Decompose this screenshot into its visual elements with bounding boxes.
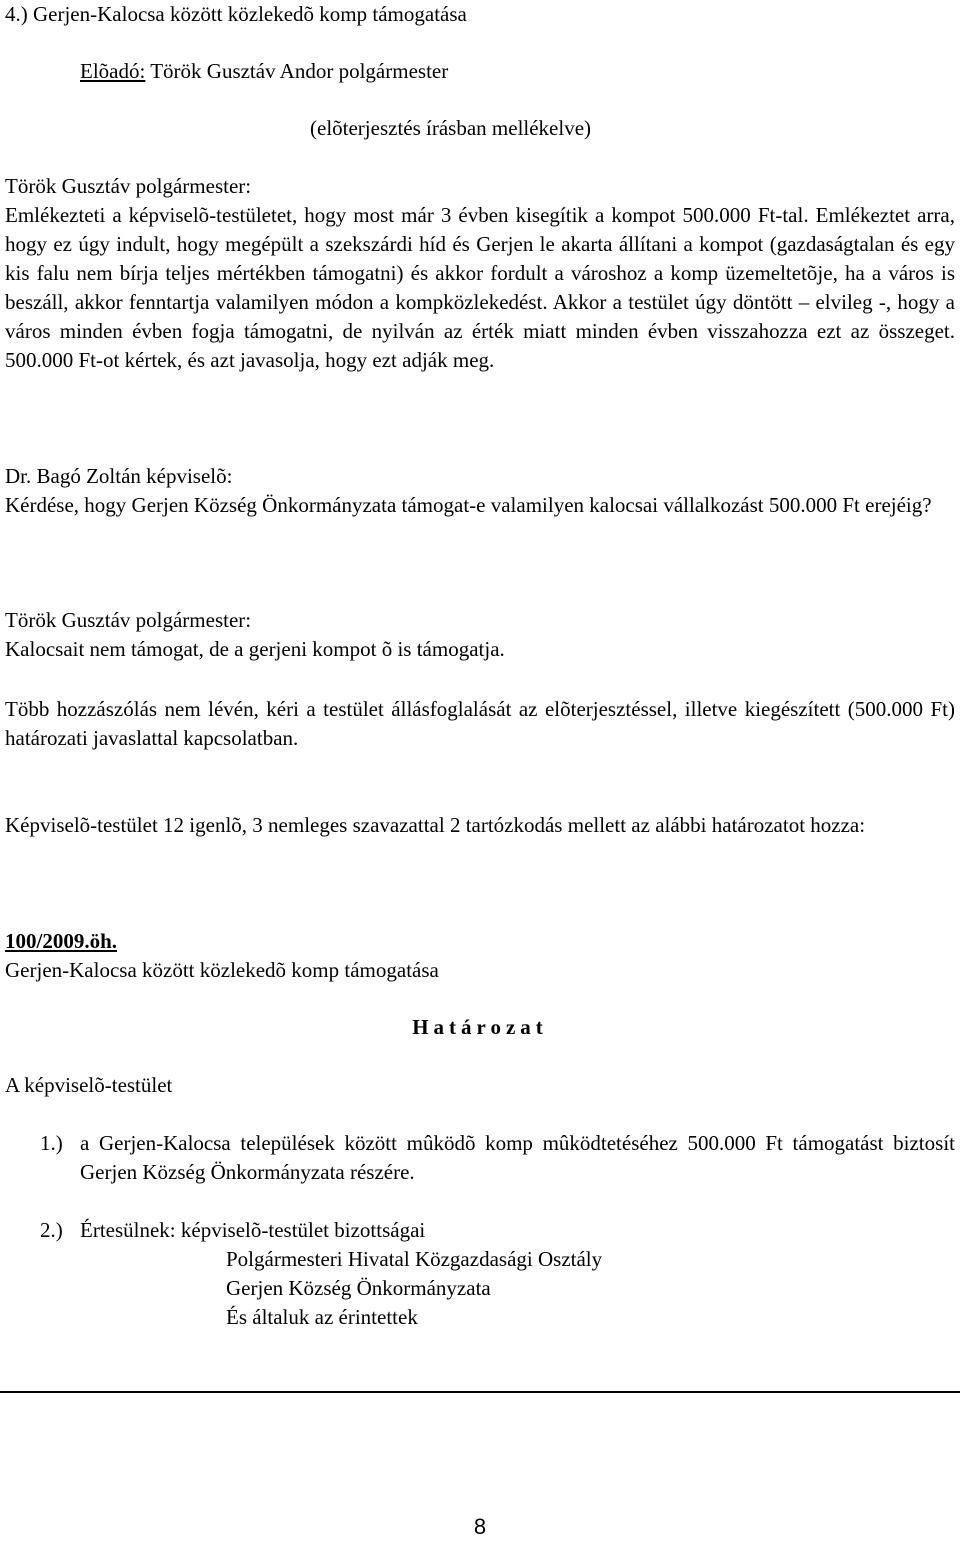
presenter-name: Török Gusztáv Andor polgármester [150, 59, 449, 83]
presenter-label: Elõadó: [80, 59, 146, 83]
speaker-name: Török Gusztáv polgármester: [5, 174, 252, 198]
resolution-item-1 [40, 1129, 955, 1187]
recipient: Polgármesteri Hivatal Közgazdasági Osztály [226, 1247, 603, 1271]
footer-divider [0, 1391, 960, 1393]
vote-paragraph: Képviselõ-testület 12 igenlõ, 3 nemleges szavazattal 2 tartózkodás mellett az alábbi határozatot hozza: [5, 813, 866, 837]
speech-text: Kérdése, hogy Gerjen Község Önkormányzata támogat-e valamilyen kalocsai vállalkozást 500.000 Ft erejéig? [5, 493, 932, 517]
speech-mayor-1 [5, 172, 955, 375]
resolution-number: 100/2009.öh. [5, 929, 118, 953]
item-number: 2.) [40, 1218, 63, 1242]
attachment-note: (elõterjesztés írásban mellékelve) [310, 116, 592, 140]
recipient: Gerjen Község Önkormányzata [226, 1276, 491, 1300]
speaker-name: Török Gusztáv polgármester: [5, 608, 252, 632]
item-number: 1.) [40, 1131, 63, 1155]
speaker-name: Dr. Bagó Zoltán képviselõ: [5, 464, 233, 488]
presenter-line [80, 57, 448, 86]
page-number: 8 [473, 1514, 487, 1539]
speech-text: Emlékezteti a képviselõ-testületet, hogy most már 3 évben kisegítik a kompot 500.000 Ft-tal. Emlékeztet arra, hogy ez úgy indult, hogy megépült a szekszárdi híd és Gerjen le akarta állítani a kompot (gazdaságtalan és egy kis falu nem bírja teljes mértékben támogatni) és akkor fordult a városhoz a komp üzemeltetõje, ha a város is beszáll, akkor fenntartja valamilyen módon a kompközlekedést. Akkor a testület úgy döntött – elvileg -, hogy a város minden évben fogja támogatni, de nyilván az érték miatt minden évben visszahozza ezt az összeget. 500.000 Ft-ot kértek, és azt javasolja, hogy ezt adják meg. [5, 203, 955, 372]
recipients-list [80, 1216, 955, 1332]
speech-mayor-2 [5, 606, 955, 664]
resolution-item-2 [40, 1216, 955, 1332]
recipients-label: Értesülnek: [80, 1218, 176, 1242]
recipient-first-line [80, 1216, 955, 1245]
recipient: És általuk az érintettek [226, 1305, 418, 1329]
resolving-body: A képviselõ-testület [5, 1073, 173, 1097]
resolution-subject: Gerjen-Kalocsa között közlekedõ komp támogatása [5, 958, 439, 982]
proposal-paragraph: Több hozzászólás nem lévén, kéri a testület állásfoglalását az elõterjesztéssel, illetve kiegészített (500.000 Ft) határozati javaslattal kapcsolatban. [5, 697, 955, 750]
resolution-heading: Határozat [412, 1015, 548, 1039]
speech-text: Kalocsait nem támogat, de a gerjeni kompot õ is támogatja. [5, 637, 505, 661]
resolution-block [5, 927, 955, 985]
recipient: képviselõ-testület bizottságai [180, 1218, 426, 1242]
speech-councillor [5, 462, 955, 520]
item-text: a Gerjen-Kalocsa települések között mûködõ komp mûködtetéséhez 500.000 Ft támogatást biztosít Gerjen Község Önkormányzata részére. [80, 1131, 955, 1184]
agenda-item-title: 4.) Gerjen-Kalocsa között közlekedõ komp támogatása [5, 2, 467, 26]
